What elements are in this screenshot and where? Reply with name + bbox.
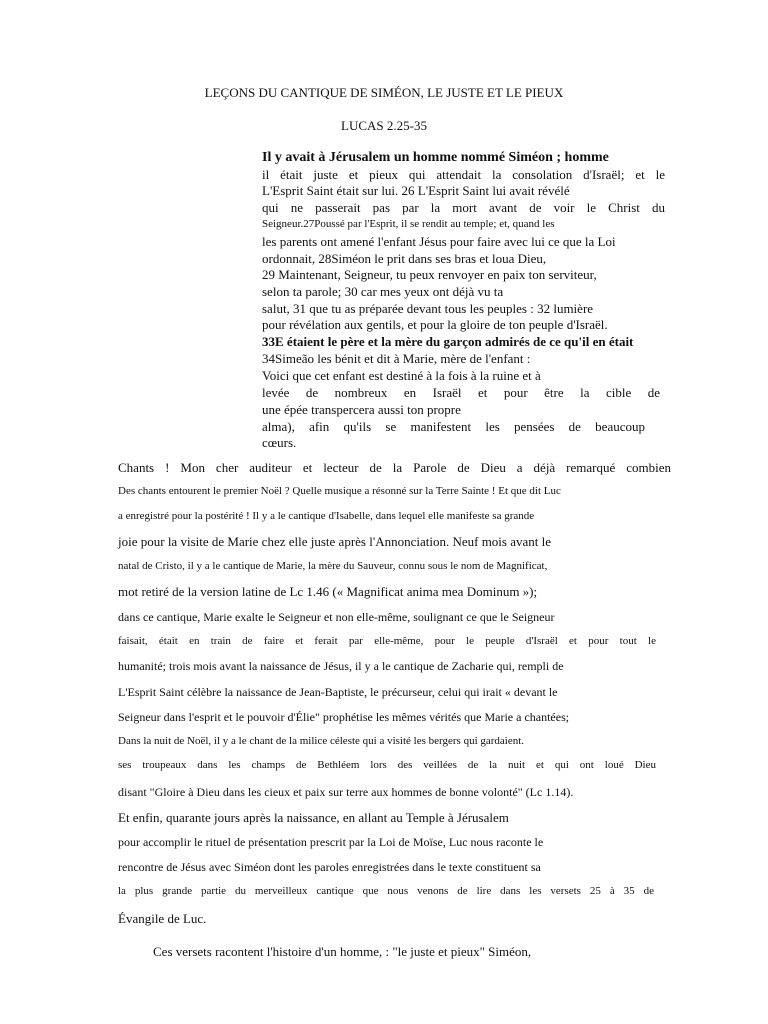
body-line: ses troupeaux dans les champs de Bethléem lors des veillées de la nuit et qui ont loué Dieu [118,759,656,771]
scripture-reference: LUCAS 2.25-35 [341,118,427,133]
body-line: Seigneur dans l'esprit et le pouvoir d'Élie" prophétise les mêmes vérités que Marie a chantées; [118,710,570,724]
body-line: Des chants entourent le premier Noël ? Quelle musique a résonné sur la Terre Sainte ! Et que dit Luc [118,485,561,497]
body-line: faisait, était en train de faire et ferait par elle-même, pour le peuple d'Israël et pour tout le [118,635,656,647]
body-line: a enregistré pour la postérité ! Il y a le cantique d'Isabelle, dans lequel elle manifeste sa grande [118,510,535,522]
quote-line: alma), afin qu'ils se manifestent les pensées de beaucoup [262,419,645,434]
quote-line: qui ne passerait pas par la mort avant de voir le Christ du [262,200,665,215]
body-line: Évangile de Luc. [118,911,207,926]
quote-line: 33E étaient le père et la mère du garçon admirés de ce qu'il en était [262,334,634,349]
body-line: dans ce cantique, Marie exalte le Seigneur et non elle-même, soulignant ce que le Seigneur [118,610,555,624]
body-line: pour accomplir le rituel de présentation prescrit par la Loi de Moïse, Luc nous raconte le [118,835,544,849]
body-line: Dans la nuit de Noël, il y a le chant de la milice céleste qui a visité les bergers qui gardaient. [118,735,525,747]
body-line: la plus grande partie du merveilleux cantique que nous venons de lire dans les versets 25 à 35 de [118,885,654,897]
quote-line: salut, 31 que tu as préparée devant tous les peuples : 32 lumière [262,301,594,316]
quote-line: L'Esprit Saint était sur lui. 26 L'Esprit Saint lui avait révélé [262,183,570,198]
document-title: LEÇONS DU CANTIQUE DE SIMÉON, LE JUSTE ET LE PIEUX [204,85,564,100]
quote-line: les parents ont amené l'enfant Jésus pour faire avec lui ce que la Loi [262,234,616,249]
quote-line: levée de nombreux en Israël et pour être la cible de [262,385,660,400]
quote-line: 29 Maintenant, Seigneur, tu peux renvoyer en paix ton serviteur, [262,267,597,282]
body-line: rencontre de Jésus avec Siméon dont les paroles enregistrées dans le texte constituent sa [118,860,541,874]
quote-line: cœurs. [262,435,297,450]
quote-line: pour révélation aux gentils, et pour la gloire de ton peuple d'Israël. [262,317,608,332]
body-line: natal de Cristo, il y a le cantique de Marie, la mère du Sauveur, connu sous le nom de Magnificat, [118,560,548,572]
quote-line: 34Simeão les bénit et dit à Marie, mère de l'enfant : [262,351,531,366]
body-line: Chants ! Mon cher auditeur et lecteur de la Parole de Dieu a déjà remarqué combien [118,460,671,475]
quote-line: ordonnait, 28Siméon le prit dans ses bras et loua Dieu, [262,251,547,266]
quote-line: il était juste et pieux qui attendait la consolation d'Israël; et le [262,167,665,182]
quote-line: Il y avait à Jérusalem un homme nommé Siméon ; homme [262,150,609,165]
body-line: disant "Gloire à Dieu dans les cieux et paix sur terre aux hommes de bonne volonté" (Lc 1.14). [118,785,574,799]
body-line: L'Esprit Saint célèbre la naissance de Jean-Baptiste, le précurseur, celui qui irait « devant le [118,685,558,699]
quote-line: Voici que cet enfant est destiné à la fois à la ruine et à [262,368,541,383]
body-line: humanité; trois mois avant la naissance de Jésus, il y a le cantique de Zacharie qui, rempli de [118,659,564,673]
body-line: Et enfin, quarante jours après la naissance, en allant au Temple à Jérusalem [118,810,509,825]
body-line: Ces versets racontent l'histoire d'un homme, : "le juste et pieux" Siméon, [153,944,532,959]
body-line: joie pour la visite de Marie chez elle juste après l'Annonciation. Neuf mois avant le [118,534,552,549]
body-line: mot retiré de la version latine de Lc 1.46 (« Magnificat anima mea Dominum »); [118,584,538,599]
quote-line: Seigneur.27Poussé par l'Esprit, il se rendit au temple; et, quand les [262,218,555,230]
quote-line: une épée transpercera aussi ton propre [262,402,461,417]
quote-line: selon ta parole; 30 car mes yeux ont déjà vu ta [262,284,504,299]
